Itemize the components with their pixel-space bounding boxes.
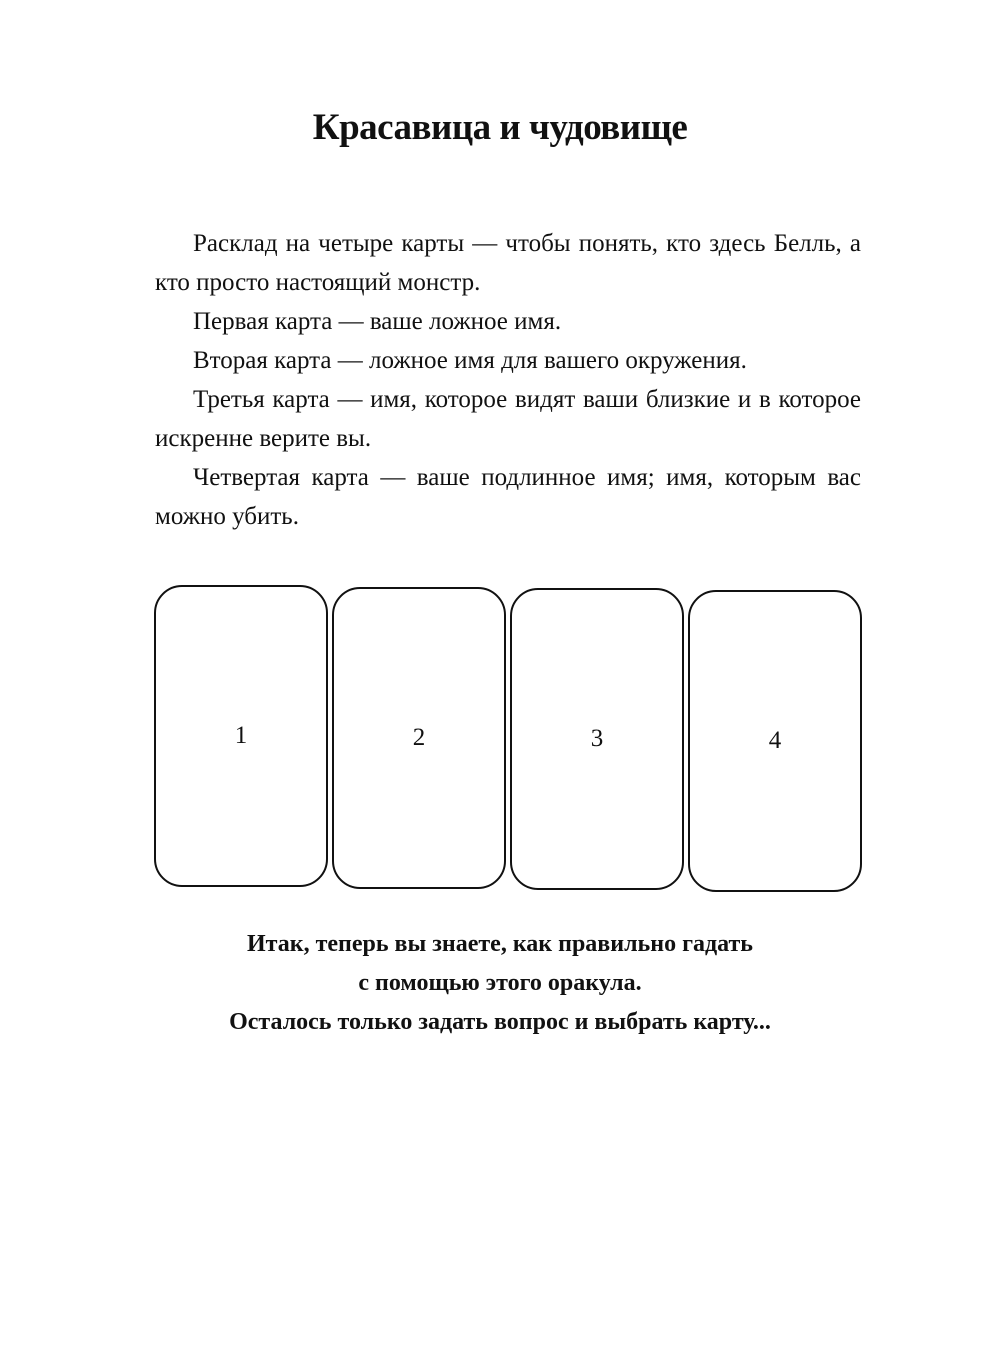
- paragraph-intro: Расклад на четыре карты — чтобы понять, кто здесь Белль, а кто просто настоящий монстр.: [155, 230, 861, 296]
- card-spread: [154, 585, 864, 893]
- card-number: 4: [768, 727, 782, 754]
- card-number: 3: [590, 725, 604, 752]
- card-slot-1: [154, 585, 328, 887]
- page-title: Красавица и чудовище: [312, 107, 688, 148]
- card-number: 1: [234, 722, 248, 749]
- closing-line: Итак, теперь вы знаете, как правильно гадать: [247, 931, 753, 957]
- closing-line: с помощью этого оракула.: [358, 970, 642, 996]
- paragraph-card-4: Четвертая карта — ваше подлинное имя; имя, которым вас можно убить.: [155, 464, 861, 530]
- closing-line: Осталось только задать вопрос и выбрать карту...: [229, 1009, 771, 1035]
- card-number: 2: [412, 724, 426, 751]
- closing-text: [0, 925, 1000, 1042]
- paragraph-card-1: Первая карта — ваше ложное имя.: [193, 308, 562, 335]
- card-slot-4: [688, 590, 862, 892]
- spread-description: [155, 224, 861, 536]
- card-slot-2: [332, 587, 506, 889]
- paragraph-card-2: Вторая карта — ложное имя для вашего окружения.: [193, 347, 747, 374]
- card-slot-3: [510, 588, 684, 890]
- paragraph-card-3: Третья карта — имя, которое видят ваши близкие и в которое искренне верите вы.: [155, 386, 861, 452]
